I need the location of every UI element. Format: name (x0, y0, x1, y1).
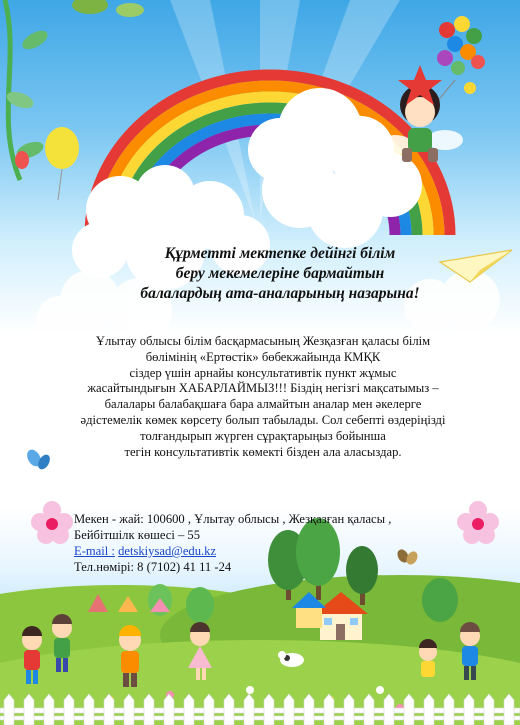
phone-line: Тел.нөмірі: 8 (7102) 41 11 -24 (74, 560, 232, 574)
body-line: сіздер үшін арнайы консультативтік пункт жұмыс (129, 365, 397, 380)
email-line (74, 543, 494, 559)
email-label: E-mail : (74, 544, 115, 558)
flower-icon (31, 501, 73, 544)
contact-block (74, 511, 494, 575)
red-balloon-icon (15, 151, 29, 169)
address-line: Мекен - жай: 100600 , Ұлытау облысы , Жезқазған қаласы , (74, 512, 392, 526)
yellow-balloon-icon (45, 127, 79, 200)
poster-title (110, 244, 450, 304)
announcement-text (38, 334, 488, 460)
email-link[interactable]: detskiysad@edu.kz (118, 544, 217, 558)
body-line: әдістемелік көмек көрсету болып табылады. Сол себепті өздеріңізді (80, 412, 446, 427)
body-line: тегін консультативтік көмекті бізден ала аласыздар. (124, 444, 402, 459)
child-icon (419, 639, 437, 677)
body-line: жасайтындығын ХАБАРЛАЙМЫЗ!!! Біздің негізгі мақсатымыз – (87, 381, 439, 396)
body-line: балалары балабақшаға бара алмайтын аналар мен әкелерге (104, 397, 422, 412)
body-line: бөлімінің «Ертөстік» бөбекжайында КМҚК (145, 349, 381, 364)
title-line: балалардың ата-аналарының назарына! (140, 285, 420, 302)
body-line: Ұлытау облысы білім басқармасының Жезқазған қаласы білім (95, 334, 431, 348)
body-line: толғандырып жүрген сұрақтарыңыз бойынша (140, 428, 386, 443)
title-line: беру мекемелеріне бармайтын (175, 265, 385, 282)
balloons-icon (430, 16, 485, 110)
title-line: Құрметті мектепке дейінгі білім (164, 245, 396, 262)
address-line: Бейбітшілк көшесі – 55 (74, 528, 201, 542)
